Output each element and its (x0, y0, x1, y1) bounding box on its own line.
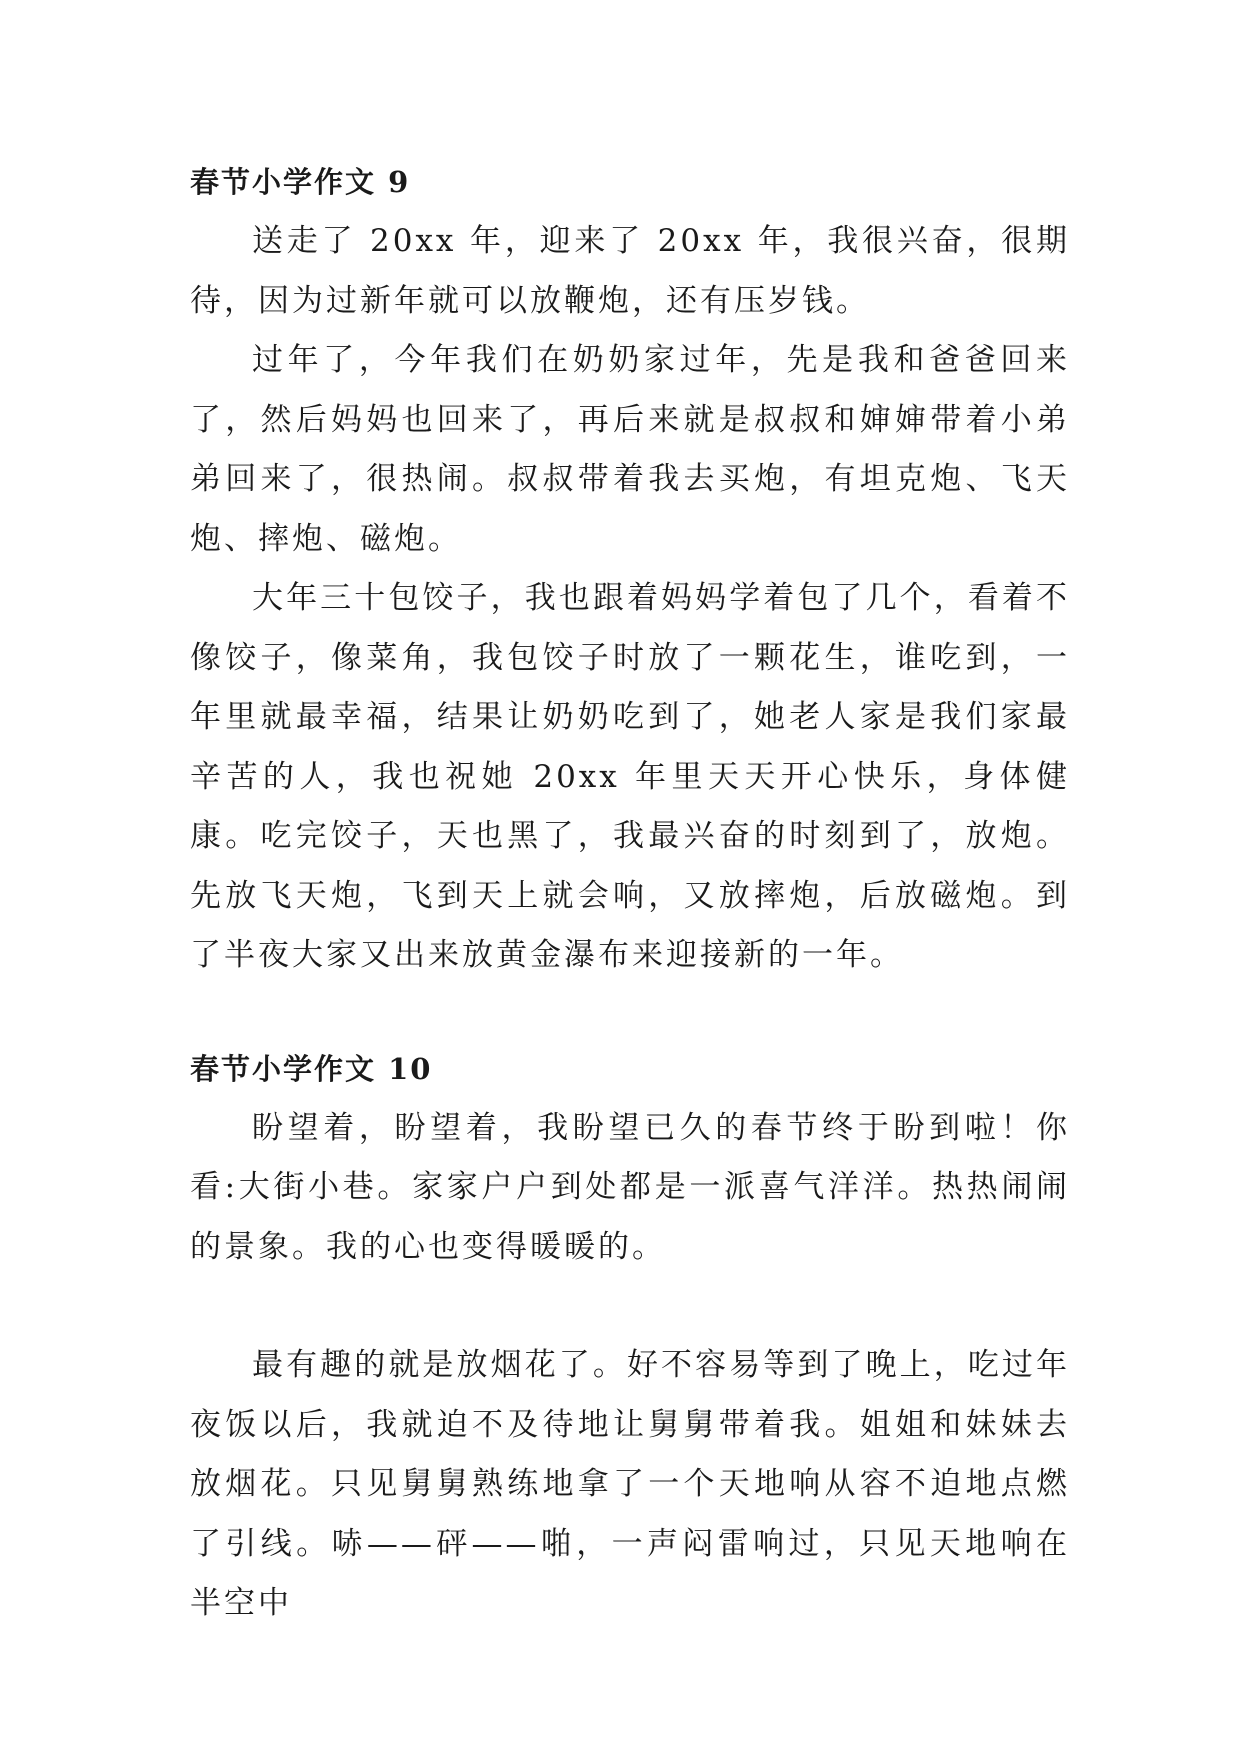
essay-10 (190, 1047, 1070, 1634)
essay-paragraph: 盼望着，盼望着，我盼望已久的春节终于盼到啦！你看:大街小巷。家家户户到处都是一派喜气洋洋。热热闹闹的景象。我的心也变得暖暖的。 (190, 1109, 1070, 1265)
essay-9 (190, 160, 1070, 986)
essay-paragraph: 过年了，今年我们在奶奶家过年，先是我和爸爸回来了，然后妈妈也回来了，再后来就是叔叔和婶婶带着小弟弟回来了，很热闹。叔叔带着我去买炮，有坦克炮、飞天炮、摔炮、磁炮。 (190, 342, 1070, 557)
essay-paragraph: 大年三十包饺子，我也跟着妈妈学着包了几个，看着不像饺子，像菜角，我包饺子时放了一颗花生，谁吃到，一年里就最幸福，结果让奶奶吃到了，她老人家是我们家最辛苦的人，我也祝她 20xx 年里天天开心快乐，身体健康。吃完饺子，天也黑了，我最兴奋的时刻到了，放炮。先放飞天炮，飞到天上就会响，又放摔炮，后放磁炮。到了半夜大家又出来放黄金瀑布来迎接新的一年。 (190, 580, 1070, 973)
document-page (190, 160, 1070, 1634)
essay-paragraph: 最有趣的就是放烟花了。好不容易等到了晚上，吃过年夜饭以后，我就迫不及待地让舅舅带着我。姐姐和妹妹去放烟花。只见舅舅熟练地拿了一个天地响从容不迫地点燃了引线。哧——砰——啪，一声闷雷响过，只见天地响在半空中 (190, 1347, 1070, 1621)
essay-title: 春节小学作文 10 (190, 1051, 433, 1086)
essay-title: 春节小学作文 9 (190, 165, 411, 199)
essay-paragraph: 送走了 20xx 年，迎来了 20xx 年，我很兴奋，很期待，因为过新年就可以放鞭炮，还有压岁钱。 (190, 223, 1070, 319)
